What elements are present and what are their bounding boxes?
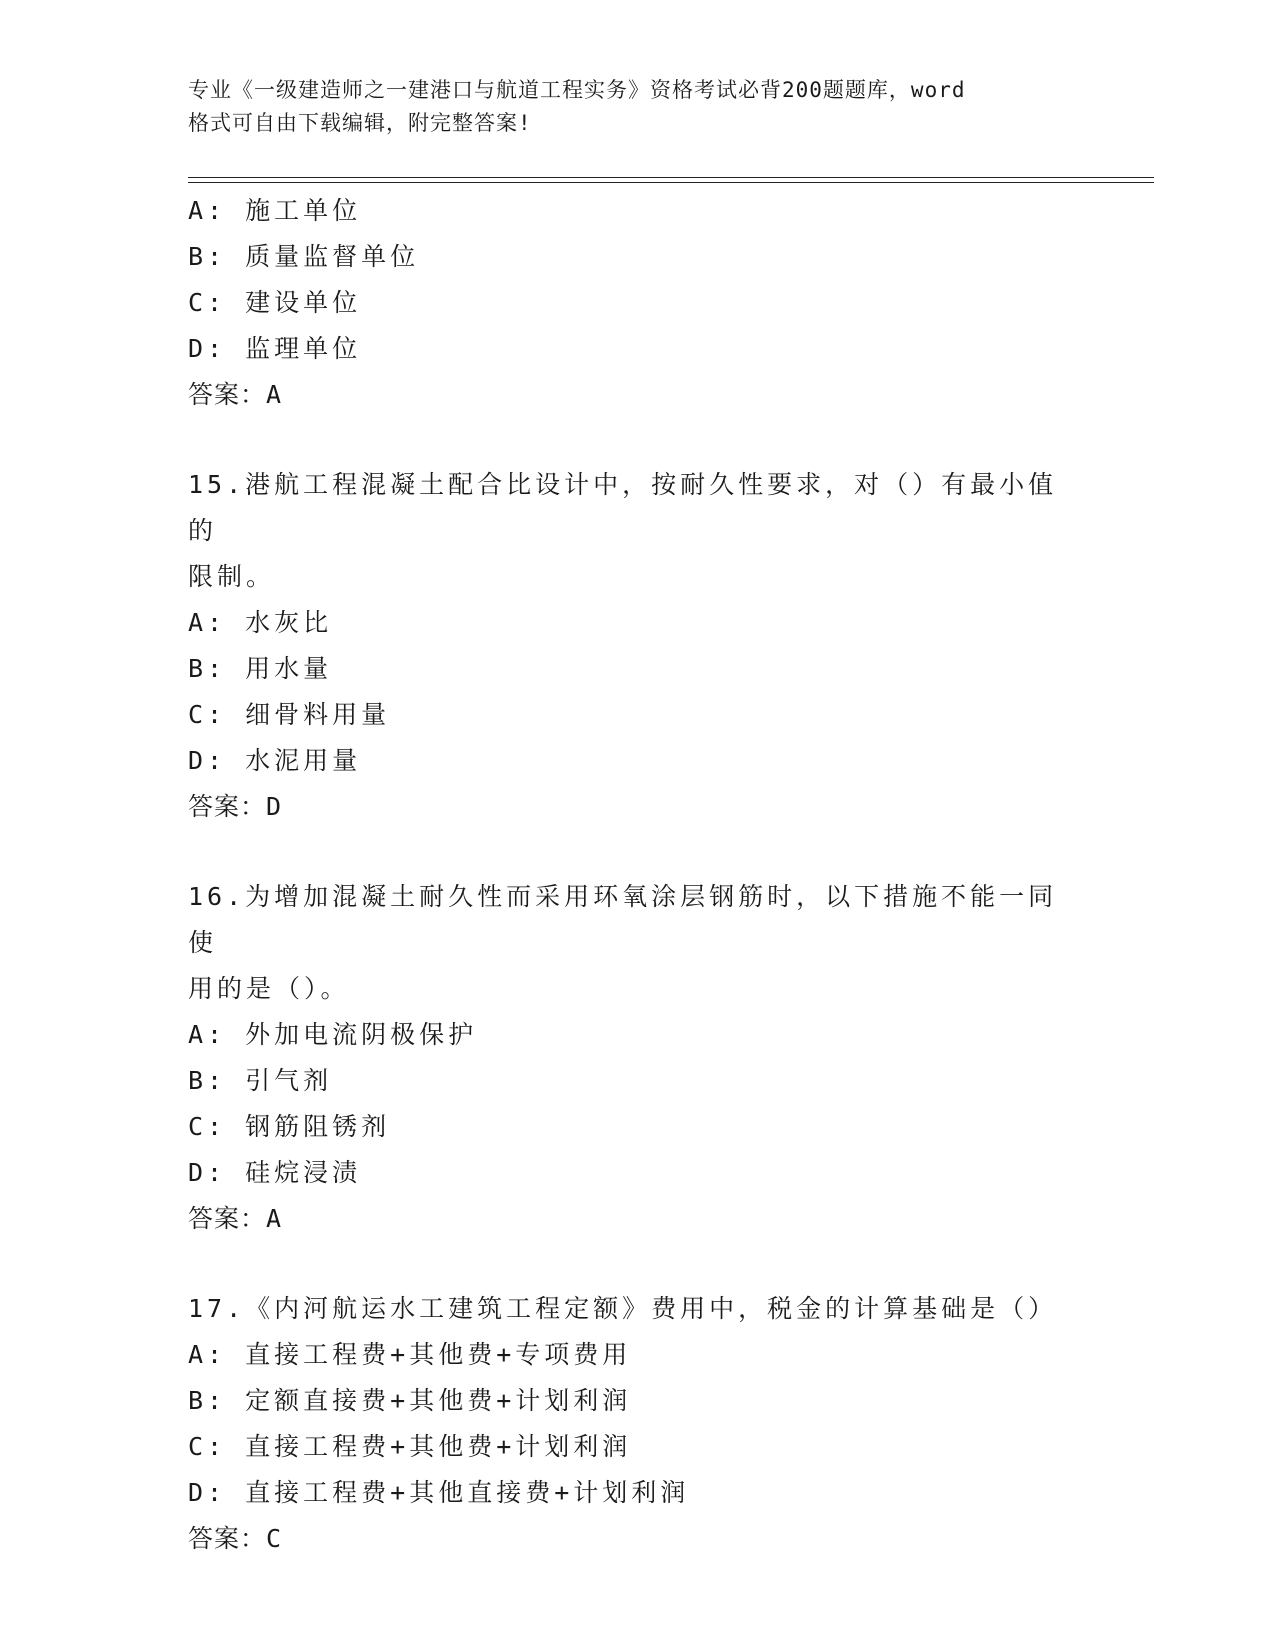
option-a: A: 直接工程费+其他费+专项费用 bbox=[188, 1340, 632, 1369]
question-stem bbox=[188, 874, 1078, 1012]
question-stem bbox=[188, 462, 1078, 600]
question-16 bbox=[188, 874, 1088, 1242]
question-stem-line-1: 17.《内河航运水工建筑工程定额》费用中，税金的计算基础是（） bbox=[188, 1294, 1058, 1323]
question-stem bbox=[188, 1286, 1078, 1332]
answer-line bbox=[188, 1516, 1088, 1562]
option-c: C: 钢筋阻锈剂 bbox=[188, 1112, 391, 1141]
answer-value: C bbox=[266, 1524, 283, 1553]
question-list bbox=[188, 188, 1088, 1562]
option-d: D: 水泥用量 bbox=[188, 746, 362, 775]
option-b: B: 用水量 bbox=[188, 654, 333, 683]
option-d: D: 监理单位 bbox=[188, 334, 362, 363]
option-b: B: 质量监督单位 bbox=[188, 242, 420, 271]
question-15 bbox=[188, 462, 1088, 830]
option-b: B: 定额直接费+其他费+计划利润 bbox=[188, 1386, 632, 1415]
question-stem-line-1: 16.为增加混凝土耐久性而采用环氧涂层钢筋时，以下措施不能一同使 bbox=[188, 882, 1058, 957]
question-stem-line-2: 用的是（）。 bbox=[188, 974, 350, 1003]
option-d: D: 直接工程费+其他直接费+计划利润 bbox=[188, 1478, 690, 1507]
option-a: A: 施工单位 bbox=[188, 196, 362, 225]
answer-line bbox=[188, 372, 1088, 418]
option-a: A: 外加电流阴极保护 bbox=[188, 1020, 478, 1049]
header-double-rule bbox=[188, 177, 1154, 183]
question-17 bbox=[188, 1286, 1088, 1562]
answer-label: 答案： bbox=[188, 792, 267, 821]
option-c: C: 细骨料用量 bbox=[188, 700, 391, 729]
option-a: A: 水灰比 bbox=[188, 608, 333, 637]
answer-line bbox=[188, 1196, 1088, 1242]
answer-label: 答案： bbox=[188, 1524, 267, 1553]
answer-value: D bbox=[266, 792, 283, 821]
option-c: C: 直接工程费+其他费+计划利润 bbox=[188, 1432, 632, 1461]
question-14-continued bbox=[188, 188, 1088, 418]
answer-label: 答案： bbox=[188, 1204, 267, 1233]
header-text-line-1: 专业《一级建造师之一建港口与航道工程实务》资格考试必背200题题库，word bbox=[188, 78, 966, 102]
question-stem-line-2: 限制。 bbox=[188, 562, 276, 591]
answer-value: A bbox=[266, 380, 283, 409]
option-d: D: 硅烷浸渍 bbox=[188, 1158, 362, 1187]
answer-line bbox=[188, 784, 1088, 830]
question-stem-line-1: 15.港航工程混凝土配合比设计中，按耐久性要求，对（）有最小值的 bbox=[188, 470, 1058, 545]
document-header bbox=[188, 74, 1068, 140]
answer-value: A bbox=[266, 1204, 283, 1233]
header-text-line-2: 格式可自由下载编辑，附完整答案! bbox=[188, 111, 532, 135]
option-c: C: 建设单位 bbox=[188, 288, 362, 317]
answer-label: 答案： bbox=[188, 380, 267, 409]
option-b: B: 引气剂 bbox=[188, 1066, 333, 1095]
